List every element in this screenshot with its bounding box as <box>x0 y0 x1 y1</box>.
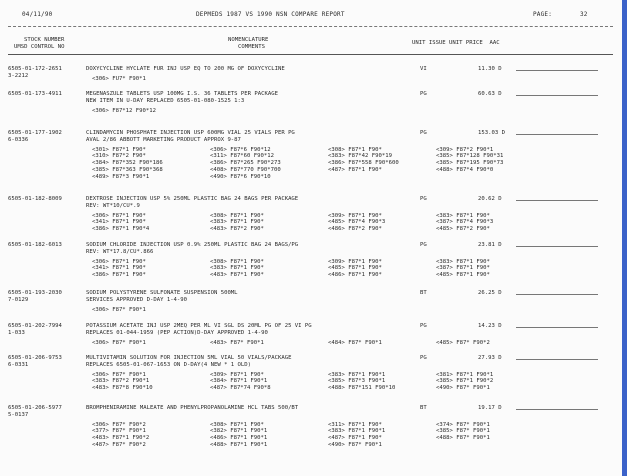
unit-quantity-entry: <485> F87* F90*2 <box>436 339 490 346</box>
unit-quantity-entry: <484> F87* F90*1 <box>328 339 382 346</box>
unit-quantity-entry: <309> F87*1 F90* <box>210 371 264 378</box>
stock-number: 6505-01-206-9753 <box>8 355 62 361</box>
unit-quantity-entry: <483> F87*1 F90*2 <box>92 435 150 442</box>
unit-price: 27.93 D <box>478 355 502 361</box>
unit-quantity-row <box>86 422 606 429</box>
unit-quantity-row <box>86 307 606 314</box>
stock-number-cell <box>8 323 84 337</box>
unit-quantity-entry: <486> F87*1 F90*1 <box>210 435 268 442</box>
unit-price: 20.62 D <box>478 196 502 202</box>
col-comments: COMMENTS <box>238 44 265 50</box>
unit-quantity-entry: <341> F87*1 F90* <box>92 265 146 272</box>
unit-quantity-row <box>86 174 606 181</box>
unit-quantity-entry: <309> F87*1 F90* <box>328 212 382 219</box>
unit-quantity-entry: <309> F87*1 F90* <box>328 258 382 265</box>
unit-quantity-row <box>86 167 606 174</box>
nomenclature: DEXTROSE INJECTION USP 5% 250ML PLASTIC BAG 24 BAGS PER PACKAGE <box>86 196 299 202</box>
unit-quantity-entry: <386> F87*265 F90*273 <box>210 160 281 167</box>
control-number: 3-2212 <box>8 72 29 79</box>
unit-quantity-entry: <488> F87*4 F90*0 <box>436 166 494 173</box>
comment: AVAL 2/86 ABBOTT MARKETING PRODUCT APPROX 9-87 <box>86 136 241 143</box>
unit-quantity-entry: <383> F87*2 F90*1 <box>92 378 150 385</box>
unit-quantity-entry: <385> F87*3 F90*1 <box>328 378 386 385</box>
unit-quantity-row <box>86 272 606 279</box>
unit-quantity-entry: <490> F87* F90*1 <box>436 385 490 392</box>
unit-quantity-entry: <485> F87*2 F90* <box>436 226 490 233</box>
col-umsd-control: UMSD CONTROL NO <box>14 44 65 50</box>
unit-quantity-entry: <486> F87*1 F90* <box>328 272 382 279</box>
unit-quantity-entry: <483> F87*1 F90* <box>210 272 264 279</box>
unit-quantity-entry: <383> F87*1 F90*1 <box>328 371 386 378</box>
nomenclature: MULTIVITAMIN SOLUTION FOR INJECTION 5ML VIAL 50 VIALS/PACKAGE <box>86 355 292 361</box>
unit-quantity-entry: <483> F87*2 F90* <box>210 226 264 233</box>
unit-quantity-row <box>86 442 606 449</box>
aac-blank-line <box>516 70 598 71</box>
comment: REPLACES 01-044-1959 (PEP ACTION)D-DAY APPROVED 1-4-90 <box>86 329 268 336</box>
unit-quantity-entry: <488> F87* F90*1 <box>436 435 490 442</box>
header-rule-bottom <box>8 54 613 55</box>
comment: SERVICES APPROVED D-DAY 1-4-90 <box>86 296 188 303</box>
unit-quantity-entry: <490> F87*6 F90*10 <box>210 173 271 180</box>
unit-price: 60.63 D <box>478 91 502 97</box>
unit-quantity-entry: <374> F87* F90*1 <box>436 421 490 428</box>
unit-quantity-row <box>86 265 606 272</box>
unit-quantity-entry: <384> F87*1 F90*1 <box>210 378 268 385</box>
stock-number: 6505-01-193-2030 <box>8 290 62 296</box>
unit-quantity-entry: <408> F87*770 F90*700 <box>210 166 281 173</box>
unit-quantity-entry: <485> F87*1 F90* <box>436 272 490 279</box>
unit-of-issue: PG <box>420 355 427 361</box>
unit-quantity-entry: <306> F87*6 F90*12 <box>210 146 271 153</box>
unit-quantity-entry: <306> F87*1 F90* <box>92 212 146 219</box>
aac-blank-line <box>516 409 598 410</box>
unit-quantity-entry: <309> F87*2 F90*1 <box>436 146 494 153</box>
unit-quantity-entry: <308> F87*1 F90* <box>210 421 264 428</box>
unit-price: 26.25 D <box>478 290 502 296</box>
unit-quantity-entry: <489> F87*3 F90*1 <box>92 173 150 180</box>
comment: REPLACES 6505-01-067-1653 ON D-DAY(4 NEW * 1 OLD) <box>86 361 252 368</box>
unit-quantity-entry: <488> F87*151 F90*10 <box>328 385 396 392</box>
stock-number: 6505-01-182-6013 <box>8 242 62 248</box>
stock-number: 6505-01-173-4911 <box>8 91 62 97</box>
unit-quantity-entry: <487> F87* F90*2 <box>92 441 146 448</box>
unit-quantity-entry: <385> F87* F90*1 <box>436 428 490 435</box>
control-number: 1-033 <box>8 329 25 336</box>
unit-of-issue: BT <box>420 290 427 296</box>
comment: REV: WT*10/CU*.9 <box>86 202 140 209</box>
unit-quantity-entry: <381> F87*1 F90*1 <box>436 371 494 378</box>
unit-quantity-entry: <385> F87*128 F90*31 <box>436 153 504 160</box>
stock-number-cell <box>8 196 84 203</box>
unit-quantity-entry: <341> F87*1 F90* <box>92 219 146 226</box>
stock-number-cell <box>8 91 84 98</box>
unit-quantity-entry: <383> F87*1 F90* <box>436 212 490 219</box>
unit-price: 23.81 D <box>478 242 502 248</box>
unit-quantity-entry: <387> F87*1 F90* <box>436 265 490 272</box>
unit-of-issue: PG <box>420 242 427 248</box>
unit-quantity-row <box>86 219 606 226</box>
unit-quantity-entry: <487> F87*1 F90* <box>328 435 382 442</box>
page-label: PAGE: <box>533 11 553 18</box>
unit-quantity-row <box>86 428 606 435</box>
nomenclature: POTASSIUM ACETATE INJ USP 2MEQ PER ML VI SGL DS 20ML PG OF 25 VI PG <box>86 323 312 329</box>
report-title: DEPMEDS 1987 VS 1990 NSN COMPARE REPORT <box>196 11 345 18</box>
nomenclature: SODIUM POLYSTYRENE SULFONATE SUSPENSION 500ML <box>86 290 238 296</box>
unit-quantity-entry: <485> F87*1 F90* <box>328 265 382 272</box>
stock-number: 6505-01-182-8009 <box>8 196 62 202</box>
unit-quantity-row <box>86 213 606 220</box>
unit-quantity-entry: <483> F87* F90*1 <box>210 339 264 346</box>
unit-of-issue: PG <box>420 130 427 136</box>
stock-number: 6505-01-177-1902 <box>8 130 62 136</box>
unit-quantity-entry: <306> F87* F90*2 <box>92 421 146 428</box>
unit-quantity-entry: <385> F87*195 F90*73 <box>436 160 504 167</box>
unit-of-issue: PG <box>420 196 427 202</box>
aac-blank-line <box>516 294 598 295</box>
unit-quantity-row <box>86 385 606 392</box>
col-nomenclature: NOMENCLATURE <box>228 37 269 43</box>
unit-quantity-row <box>86 435 606 442</box>
control-number: 7-0129 <box>8 296 29 303</box>
nomenclature: BROMPHENIRAMINE MALEATE AND PHENYLPROPANOLAMINE HCL TABS 500/BT <box>86 405 299 411</box>
col-unit-issue-price-aac: UNIT ISSUE UNIT PRICE AAC <box>412 40 500 46</box>
stock-number: 6505-01-172-2651 <box>8 66 62 72</box>
control-number: 6-0336 <box>8 136 29 143</box>
unit-quantity-row <box>86 153 606 160</box>
unit-quantity-entry: <383> F87*1 F90*1 <box>328 428 386 435</box>
report-date: 04/11/90 <box>22 11 53 18</box>
control-number: 6-0331 <box>8 361 29 368</box>
stock-number: 6505-01-206-5977 <box>8 405 62 411</box>
unit-of-issue: BT <box>420 405 427 411</box>
header-rule-top <box>8 26 613 27</box>
unit-quantity-row <box>86 108 606 115</box>
aac-blank-line <box>516 246 598 247</box>
unit-price: 19.17 D <box>478 405 502 411</box>
unit-quantity-entry: <308> F87*1 F90* <box>328 146 382 153</box>
unit-quantity-entry: <301> F87*1 F90* <box>92 146 146 153</box>
aac-blank-line <box>516 359 598 360</box>
unit-quantity-entry: <486> F87*2 F90* <box>328 226 382 233</box>
unit-quantity-entry: <383> F87*1 F90* <box>436 258 490 265</box>
unit-quantity-entry: <306> F87* F90*1 <box>92 339 146 346</box>
page-edge-bar <box>622 0 627 476</box>
unit-quantity-entry: <385> F87*1 F90*2 <box>436 378 494 385</box>
stock-number-cell <box>8 242 84 249</box>
nomenclature: MEGENASZULE TABLETS USP 100MG I.S. 36 TABLETS PER PACKAGE <box>86 91 278 97</box>
comment: NEW ITEM IN U-DAY REPLACED 6505-01-080-1525 1:3 <box>86 97 245 104</box>
unit-quantity-entry: <383> F87*42 F90*19 <box>328 153 392 160</box>
stock-number: 6505-01-202-7994 <box>8 323 62 329</box>
aac-blank-line <box>516 200 598 201</box>
control-number: 5-0137 <box>8 411 29 418</box>
page-number: 32 <box>580 11 588 18</box>
unit-of-issue: PG <box>420 91 427 97</box>
unit-quantity-entry: <387> F87*4 F90*3 <box>436 219 494 226</box>
unit-quantity-entry: <308> F87*1 F90* <box>210 258 264 265</box>
unit-of-issue: VI <box>420 66 427 72</box>
unit-price: 14.23 D <box>478 323 502 329</box>
unit-quantity-entry: <383> F87*1 F90* <box>210 219 264 226</box>
unit-quantity-row <box>86 76 606 83</box>
stock-number-cell <box>8 405 84 419</box>
aac-blank-line <box>516 95 598 96</box>
unit-quantity-entry: <306> F87*12 F90*12 <box>92 107 156 114</box>
unit-quantity-row <box>86 372 606 379</box>
stock-number-cell <box>8 355 84 369</box>
unit-price: 11.30 D <box>478 66 502 72</box>
unit-quantity-entry: <377> F87* F90*1 <box>92 428 146 435</box>
unit-quantity-row <box>86 226 606 233</box>
unit-price: 153.03 D <box>478 130 505 136</box>
unit-quantity-entry: <382> F87*1 F90*1 <box>210 428 268 435</box>
stock-number-cell <box>8 130 84 144</box>
unit-quantity-entry: <383> F87*1 F90* <box>210 265 264 272</box>
unit-quantity-row <box>86 259 606 266</box>
unit-quantity-entry: <386> F87*1 F90*4 <box>92 226 150 233</box>
stock-number-cell <box>8 66 84 80</box>
unit-quantity-entry: <485> F87*4 F90*3 <box>328 219 386 226</box>
comment: REV: WT*17.8/CU*.866 <box>86 248 154 255</box>
unit-quantity-entry: <306> F87* F90*1 <box>92 306 146 313</box>
unit-quantity-entry: <487> F87*74 F90*8 <box>210 385 271 392</box>
col-stock-number: STOCK NUMBER <box>24 37 65 43</box>
unit-quantity-entry: <385> F87*363 F90*368 <box>92 166 163 173</box>
unit-quantity-row <box>86 160 606 167</box>
unit-quantity-entry: <310> F87*2 F90* <box>92 153 146 160</box>
unit-quantity-entry: <384> F87*352 F90*186 <box>92 160 163 167</box>
unit-quantity-entry: <386> F87*558 F90*600 <box>328 160 399 167</box>
nomenclature: CLINDAMYCIN PHOSPHATE INJECTION USP 600MG VIAL 25 VIALS PER PG <box>86 130 295 136</box>
unit-quantity-row <box>86 147 606 154</box>
stock-number-cell <box>8 290 84 304</box>
unit-quantity-entry: <311> F87*60 F90*12 <box>210 153 274 160</box>
unit-quantity-entry: <308> F87*1 F90* <box>210 212 264 219</box>
unit-of-issue: PG <box>420 323 427 329</box>
unit-quantity-entry: <306> FU7* F90*1 <box>92 75 146 82</box>
unit-quantity-entry: <488> F87*1 F90*1 <box>210 441 268 448</box>
unit-quantity-entry: <490> F87* F90*1 <box>328 441 382 448</box>
unit-quantity-entry: <306> F87*1 F90* <box>92 258 146 265</box>
unit-quantity-row <box>86 378 606 385</box>
nomenclature: DOXYCYCLINE HYCLATE FUR INJ USP EQ TO 200 MG OF DOXYCYCLINE <box>86 66 285 72</box>
unit-quantity-entry: <386> F87*1 F90* <box>92 272 146 279</box>
unit-quantity-entry: <483> F87*8 F90*10 <box>92 385 153 392</box>
aac-blank-line <box>516 134 598 135</box>
unit-quantity-row <box>86 340 606 347</box>
nomenclature: SODIUM CHLORIDE INJECTION USP 0.9% 250ML PLASTIC BAG 24 BAGS/PG <box>86 242 299 248</box>
unit-quantity-entry: <311> F87*1 F90* <box>328 421 382 428</box>
aac-blank-line <box>516 327 598 328</box>
unit-quantity-entry: <487> F87*1 F90* <box>328 166 382 173</box>
unit-quantity-entry: <306> F87* F90*1 <box>92 371 146 378</box>
